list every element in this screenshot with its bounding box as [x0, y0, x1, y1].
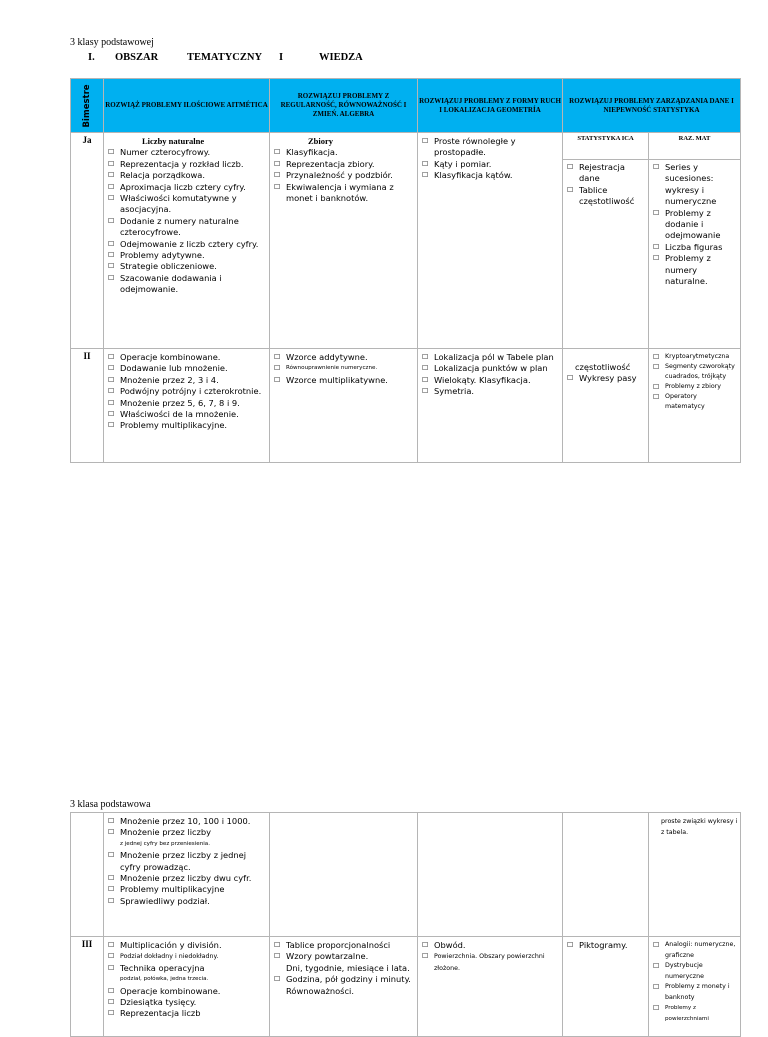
row1-c4b-list: [649, 160, 740, 287]
list-item: ☐ Mnożenie przez liczby: [108, 827, 267, 838]
col-header-aritmetica: ROZWIĄŻ PROBLEMY ILOŚCIOWE AITMÉTICA: [104, 79, 270, 133]
row2-c4a-text: częstotliwość: [575, 362, 631, 372]
row1-sub-razmat: RAZ. MAT: [649, 133, 740, 160]
area-word-4: WIEDZA: [319, 52, 363, 63]
row1-statystyka-b: [649, 133, 741, 349]
list-item: ☐ Problemy z monety i banknoty: [653, 982, 738, 1003]
cont-statystyka-b: proste związki wykresy i z tabela.: [649, 813, 741, 937]
area-numeral: I.: [88, 52, 95, 63]
list-item: ☐ Problemy z dodanie i odejmowanie: [653, 208, 738, 242]
list-item: ☐ Wzory powtarzalne.: [274, 951, 415, 962]
list-item: ☐ Reprezentacja y rozkład liczb.: [108, 159, 267, 170]
list-item: ☐ Właściwości komutatywne y asocjacyjna.: [108, 193, 267, 216]
list-item: ☐ Relacja porządkowa.: [108, 170, 267, 181]
page2-header: 3 klasa podstawowa: [70, 799, 151, 810]
list-item: ☐ Przynależność y podzbiór.: [274, 170, 415, 181]
list-item: ☐ Kryptoarytmetyczna: [653, 352, 738, 362]
list-item: ☐ Szacowanie dodawania i odejmowanie.: [108, 273, 267, 296]
list-item: ☐ Proste równoległe y prostopadłe.: [422, 136, 560, 159]
list-item: ☐ Problemy z numery naturalne.: [653, 253, 738, 287]
list-item: ☐ Multiplicación y división.: [108, 940, 267, 951]
row1-c2-list: [274, 147, 415, 204]
list-item: ☐ Podział dokładny i niedokładny.: [108, 951, 267, 962]
cont-geometria: [418, 813, 563, 937]
list-item: ☐ Kąty i pomiar.: [422, 159, 560, 170]
row2-statystyka-b: [649, 349, 741, 463]
col-header-geometria: ROZWIĄZUJ PROBLEMY Z FORMY RUCH I LOKALIZACJA GEOMETRÍA: [418, 79, 563, 133]
list-item: ☐ Dodawanie lub mnożenie.: [108, 363, 267, 374]
row3-c4b-list: [653, 940, 738, 1024]
page-header: 3 klasy podstawowej: [70, 37, 154, 48]
list-item: ☐ Mnożenie przez liczby dwu cyfr.: [108, 873, 267, 884]
header-row: [71, 79, 741, 133]
list-item: ☐ Liczba figuras: [653, 242, 738, 253]
list-item: ☐ Piktogramy.: [567, 940, 646, 951]
row2-c3-list: [422, 352, 560, 398]
row3-c3-list: [422, 940, 560, 974]
row1-c1-title: Liczby naturalne: [142, 136, 205, 146]
list-item: ☐ Wzorce multiplikatywne.: [274, 375, 415, 386]
list-item: ☐ Podwójny potrójny i czterokrotnie.: [108, 386, 267, 397]
bimestre-header: Bimestre: [71, 79, 104, 133]
list-item: ☐ Problemy z zbiory: [653, 382, 738, 392]
row3-geometria: [418, 937, 563, 1037]
list-item: ☐ Mnożenie przez 5, 6, 7, 8 i 9.: [108, 398, 267, 409]
list-item: ☐ Wzorce addytywne.: [274, 352, 415, 363]
cont-c1-list: [108, 816, 267, 907]
list-item: ☐ Tablice częstotliwość: [567, 185, 646, 208]
list-item: ☐ Strategie obliczeniowe.: [108, 261, 267, 272]
list-item-note: z jednej cyfry bez przeniesienia.: [120, 840, 211, 847]
list-item: ☐ Wielokąty. Klasyfikacja.: [422, 375, 560, 386]
list-item: ☐ Właściwości de la mnożenie.: [108, 409, 267, 420]
row1-statystyka-a: [563, 133, 649, 349]
list-item: ☐ Problemy multiplikacyjne: [108, 884, 267, 895]
table-row-3: [71, 937, 741, 1037]
row2-c4a-list: [567, 373, 646, 384]
area-word-3: I: [279, 52, 284, 63]
list-item: ☐ Reprezentacja liczb: [108, 1008, 267, 1019]
table-row-1: [71, 133, 741, 349]
area-title: [70, 52, 740, 63]
cont-aritmetica: [104, 813, 270, 937]
curriculum-table-continued: [70, 812, 741, 1037]
list-item: ☐ Godzina, pół godziny i minuty. Równoważności.: [274, 974, 415, 997]
list-item: ☐ Dodanie z numery naturalne czterocyfrowe.: [108, 216, 267, 239]
list-item: ☐ Klasyfikacja kątów.: [422, 170, 560, 181]
area-word-2: TEMATYCZNY: [187, 52, 263, 63]
row2-geometria: [418, 349, 563, 463]
list-item: ☐ Dystrybucje numeryczne: [653, 961, 738, 982]
list-item: ☐ Operacje kombinowane.: [108, 986, 267, 997]
list-item: ☐ Odejmowanie z liczb cztery cyfry.: [108, 239, 267, 250]
row3-statystyka-b: [649, 937, 741, 1037]
row3-statystyka-a: [563, 937, 649, 1037]
row3-c2-list: [274, 940, 415, 997]
list-item: ☐ Operacje kombinowane.: [108, 352, 267, 363]
row-label-2: II: [71, 349, 104, 463]
list-item: ☐ Ekwiwalencja i wymiana z monet i banknotów.: [274, 182, 415, 205]
list-item: ☐ Numer czterocyfrowy.: [108, 147, 267, 158]
row-label-1: Ja: [71, 133, 104, 349]
cont-statystyka-a: [563, 813, 649, 937]
list-item: ☐ Mnożenie przez 10, 100 i 1000.: [108, 816, 267, 827]
list-item: ☐ Lokalizacja pól w Tabele plan: [422, 352, 560, 363]
row1-aritmetica: [104, 133, 270, 349]
row2-statystyka-a: [563, 349, 649, 463]
row-label-empty: [71, 813, 104, 937]
list-item: ☐ Problemy adytywne.: [108, 250, 267, 261]
col-header-statystyka: ROZWIĄZUJ PROBLEMY ZARZĄDZANIA DANE I NIEPEWNOŚĆ STATYSTYKA: [563, 79, 741, 133]
list-item: ☐ Powierzchnia. Obszary powierzchni złożone.: [422, 951, 560, 974]
curriculum-table: [70, 78, 741, 463]
list-item: ☐ Lokalizacja punktów w plan: [422, 363, 560, 374]
row1-c2-title: Zbiory: [308, 136, 334, 146]
list-item: ☐ Series y sucesiones: wykresy i numeryczne: [653, 162, 738, 208]
row3-aritmetica: [104, 937, 270, 1037]
row1-sub-statystyka: STATYSTYKA ICA: [563, 133, 648, 160]
list-item: ☐ Sprawiedliwy podział.: [108, 896, 267, 907]
list-item: ☐ Technika operacyjna: [108, 963, 267, 974]
row3-c4a-list: [567, 940, 646, 951]
row1-geometria: [418, 133, 563, 349]
row2-c2-list: [274, 352, 415, 386]
list-item: ☐ Problemy z powierzchniami: [653, 1003, 738, 1024]
table-row-2: [71, 349, 741, 463]
list-item: ☐ Mnożenie przez liczby z jednej cyfry prowadząc.: [108, 850, 267, 873]
list-item: ☐ Dziesiątka tysięcy.: [108, 997, 267, 1008]
row2-algebra: [270, 349, 418, 463]
list-item: ☐ Analogii: numeryczne, graficzne: [653, 940, 738, 961]
list-item: ☐ Klasyfikacja.: [274, 147, 415, 158]
list-item: ☐ Wykresy pasy: [567, 373, 646, 384]
cont-algebra: [270, 813, 418, 937]
row3-algebra: [270, 937, 418, 1037]
list-item: ☐ Operatory matematycy: [653, 392, 738, 412]
row2-aritmetica: [104, 349, 270, 463]
list-item: Dni, tygodnie, miesiące i lata.: [286, 962, 410, 973]
row1-c4a-list: [563, 160, 648, 208]
area-word-1: OBSZAR: [115, 52, 159, 63]
list-item: ☐ Problemy multiplikacyjne.: [108, 420, 267, 431]
list-item: ☐ Segmenty czworokąty cuadrados, trójkąty: [653, 362, 738, 382]
list-item: ☐ Tablice proporcjonalności: [274, 940, 415, 951]
list-item: ☐ Obwód.: [422, 940, 560, 951]
list-item: ☐ Aproximacja liczb cztery cyfry.: [108, 182, 267, 193]
row1-c3-list: [422, 136, 560, 182]
list-item: ☐ Rejestracja dane: [567, 162, 646, 185]
list-item: ☐ Reprezentacja zbiory.: [274, 159, 415, 170]
table-row-continued: [71, 813, 741, 937]
row-label-3: III: [71, 937, 104, 1037]
list-item-note: podział, połówka, jedna trzecia.: [120, 976, 209, 983]
row1-c1-list: [108, 147, 267, 295]
list-item: ☐ Symetria.: [422, 386, 560, 397]
row2-c4b-list: [653, 352, 738, 412]
col-header-algebra: ROZWIĄZUJ PROBLEMY Z REGULARNOŚĆ, RÓWNOWAŻNOŚĆ I ZMIEŃ. ALGEBRA: [270, 79, 418, 133]
list-item: ☐ Mnożenie przez 2, 3 i 4.: [108, 375, 267, 386]
list-item: ☐ Równouprawnienie numeryczne.: [274, 363, 415, 374]
row2-c1-list: [108, 352, 267, 432]
row1-algebra: [270, 133, 418, 349]
row3-c1-list: [108, 940, 267, 1020]
